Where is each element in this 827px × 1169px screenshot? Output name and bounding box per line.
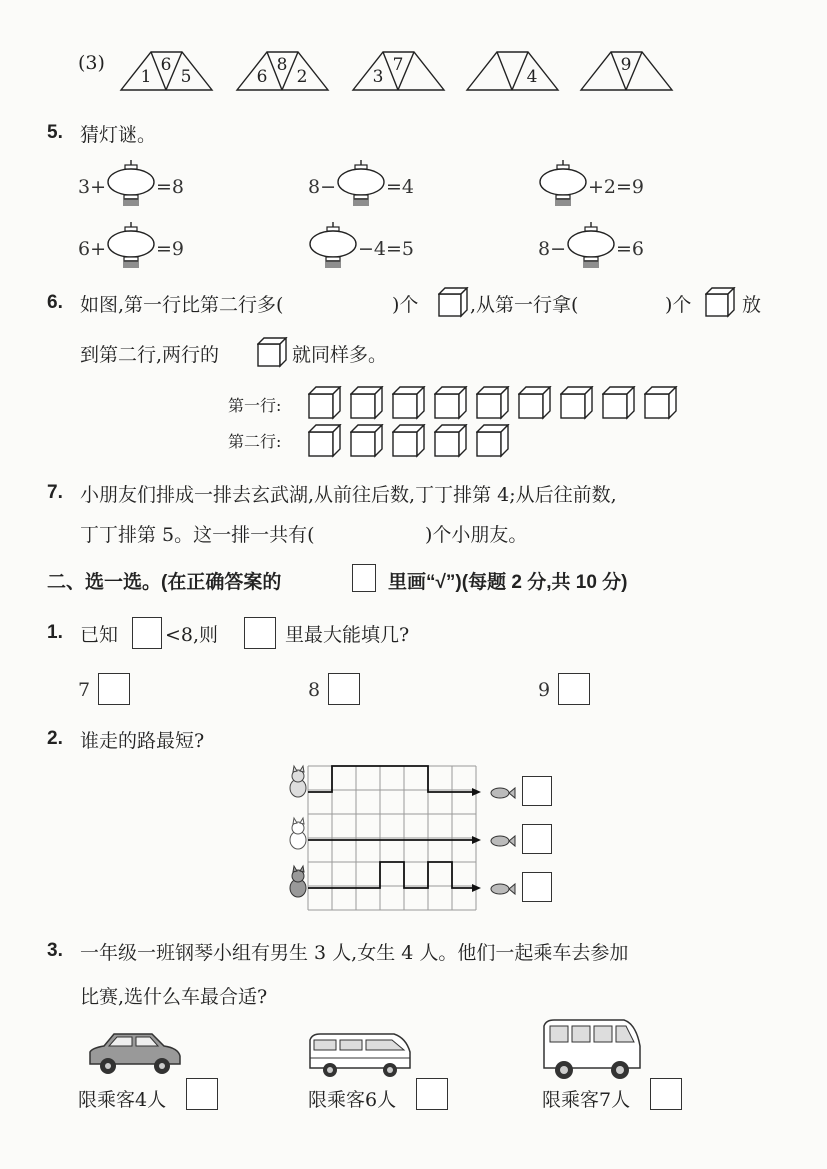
cube-icon — [438, 287, 474, 327]
q6-line1c: ,从第一行拿( — [470, 294, 579, 316]
cube-icon — [602, 386, 642, 430]
triangle-number: 9 — [620, 55, 632, 75]
s1-text-b: <8,则 — [165, 624, 219, 646]
triangle-number: 4 — [526, 67, 538, 87]
q5-number: 5. — [47, 122, 63, 143]
number-triangle-group — [236, 48, 330, 92]
s2-text: 谁走的路最短? — [80, 730, 205, 752]
s2-answer-box-bottom[interactable] — [522, 872, 552, 902]
blank-box — [244, 617, 276, 649]
cat-icon — [290, 766, 306, 797]
s3-option-car: 限乘客4人 — [78, 1089, 167, 1111]
q6-line1a: 如图,第一行比第二行多( — [80, 294, 284, 316]
equation-right: =4 — [386, 176, 415, 198]
s3-answer-box-car[interactable] — [186, 1078, 218, 1110]
q7-line1: 小朋友们排成一排去玄武湖,从前往后数,丁丁排第 4;从后往前数, — [80, 484, 617, 506]
s2-answer-box-top[interactable] — [522, 776, 552, 806]
s3-line2: 比赛,选什么车最合适? — [80, 986, 268, 1008]
s1-number: 1. — [47, 622, 63, 643]
lantern-icon[interactable] — [106, 160, 156, 210]
triangle-number: 5 — [180, 67, 192, 87]
q6-number: 6. — [47, 292, 63, 313]
q6-row2-label: 第二行: — [228, 432, 282, 451]
cube-icon — [644, 386, 684, 430]
equation-left: 6+ — [78, 238, 107, 260]
q6-line2a: 到第二行,两行的 — [80, 344, 220, 366]
s3-option-van: 限乘客6人 — [308, 1089, 397, 1111]
s3-line1: 一年级一班钢琴小组有男生 3 人,女生 4 人。他们一起乘车去参加 — [80, 942, 629, 964]
q7-line2a: 丁丁排第 5。这一排一共有( — [80, 524, 315, 546]
car-icon — [84, 1028, 184, 1080]
triangle-number: 6 — [256, 67, 268, 87]
path-bottom — [308, 862, 476, 888]
equation-right: =6 — [616, 238, 645, 260]
number-triangle-group — [466, 48, 560, 92]
lantern-equation — [308, 160, 414, 210]
equation-left: 8− — [308, 176, 337, 198]
path-top — [308, 766, 476, 792]
equation-right: +2=9 — [588, 176, 645, 198]
lantern-icon[interactable] — [336, 160, 386, 210]
triangle-number: 6 — [160, 55, 172, 75]
q6-line2b: 就同样多。 — [292, 344, 388, 366]
van-icon — [306, 1030, 414, 1082]
s1-option-9: 9 — [538, 679, 551, 701]
cube-icon — [560, 386, 600, 430]
triangle-number: 8 — [276, 55, 288, 75]
lantern-equation — [538, 222, 644, 272]
number-triangle-group — [352, 48, 446, 92]
lantern-equation — [78, 222, 184, 272]
cat-icon — [290, 866, 306, 897]
s3-option-minibus: 限乘客7人 — [542, 1089, 631, 1111]
equation-left: 3+ — [78, 176, 107, 198]
equation-right: −4=5 — [358, 238, 415, 260]
lantern-icon[interactable] — [106, 222, 156, 272]
lantern-equation — [538, 160, 644, 210]
triangle-number: 7 — [392, 55, 404, 75]
cube-row-2 — [308, 424, 518, 468]
fish-icon — [491, 788, 515, 798]
number-triangle-group — [580, 48, 674, 92]
equation-right: =9 — [156, 238, 185, 260]
s3-answer-box-minibus[interactable] — [650, 1078, 682, 1110]
s3-number: 3. — [47, 940, 63, 961]
cube-icon — [350, 424, 390, 468]
lantern-icon[interactable] — [566, 222, 616, 272]
cube-icon — [257, 337, 293, 377]
fish-icon — [491, 836, 515, 846]
equation-right: =8 — [156, 176, 185, 198]
part3-label: (3) — [78, 52, 105, 74]
section2-title-b: 里画“√”)(每题 2 分,共 10 分) — [388, 572, 628, 593]
cube-icon — [308, 424, 348, 468]
s1-answer-box-8[interactable] — [328, 673, 360, 705]
cube-icon — [392, 424, 432, 468]
q6-row1-label: 第一行: — [228, 396, 282, 415]
section2-title-a: 二、选一选。(在正确答案的 — [47, 572, 282, 593]
number-triangle-group — [120, 48, 214, 92]
lantern-equation — [308, 222, 414, 272]
q7-line2b: )个小朋友。 — [425, 524, 528, 546]
s3-answer-box-van[interactable] — [416, 1078, 448, 1110]
triangle-number: 2 — [296, 67, 308, 87]
fish-icon — [491, 884, 515, 894]
cube-icon — [476, 424, 516, 468]
lantern-equation — [78, 160, 184, 210]
s1-answer-box-7[interactable] — [98, 673, 130, 705]
minibus-icon — [540, 1016, 644, 1082]
s1-option-8: 8 — [308, 679, 321, 701]
s1-option-7: 7 — [78, 679, 91, 701]
q6-line1e: 放 — [742, 294, 762, 316]
cube-icon — [518, 386, 558, 430]
q6-line1b: )个 — [392, 294, 419, 316]
q7-number: 7. — [47, 482, 63, 503]
equation-left: 8− — [538, 238, 567, 260]
s1-answer-box-9[interactable] — [558, 673, 590, 705]
path-grid-figure — [288, 760, 558, 920]
s2-answer-box-middle[interactable] — [522, 824, 552, 854]
cat-icon — [290, 818, 306, 849]
cube-icon — [705, 287, 741, 327]
q5-text: 猜灯谜。 — [80, 124, 157, 146]
s1-text-c: 里最大能填几? — [285, 624, 410, 646]
s1-text-a: 已知 — [80, 624, 119, 646]
cube-icon — [434, 424, 474, 468]
lantern-icon[interactable] — [538, 160, 588, 210]
triangle-number: 1 — [140, 67, 152, 87]
s2-number: 2. — [47, 728, 63, 749]
lantern-icon[interactable] — [308, 222, 358, 272]
blank-box — [132, 617, 162, 649]
triangle-number: 3 — [372, 67, 384, 87]
q6-line1d: )个 — [665, 294, 692, 316]
answer-box-sample — [352, 564, 376, 592]
